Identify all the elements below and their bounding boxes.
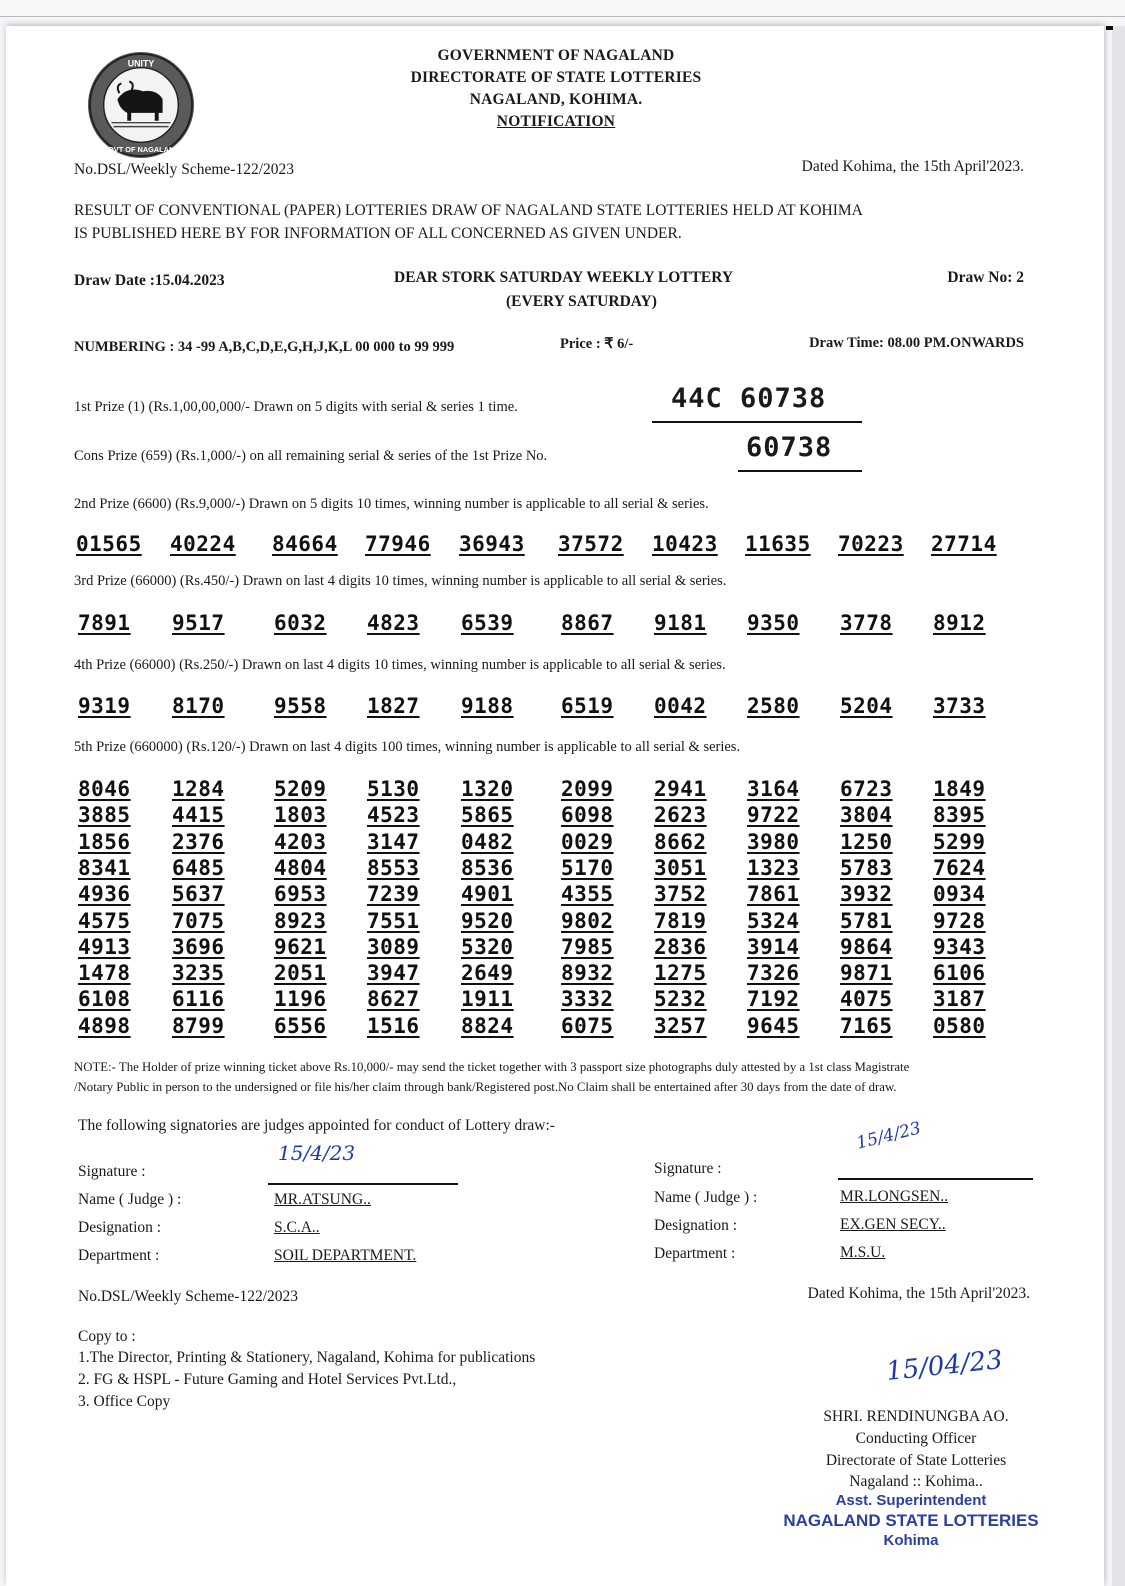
third-prize-number: 8912	[933, 611, 986, 635]
fifth-prize-number: 8824	[461, 1013, 514, 1038]
fifth-prize-number: 8395	[933, 803, 986, 828]
second-prize-number: 70223	[838, 532, 904, 556]
header-notification: NOTIFICATION	[496, 113, 616, 130]
fifth-prize-number: 3235	[172, 961, 225, 986]
fourth-prize-number: 3733	[933, 694, 986, 718]
fifth-prize-number: 7165	[840, 1013, 893, 1038]
official-stamp	[746, 1492, 1076, 1550]
second-prize-number: 37572	[558, 532, 624, 556]
fifth-prize-number: 8536	[461, 855, 514, 880]
intro-line-1: RESULT OF CONVENTIONAL (PAPER) LOTTERIES DRAW OF NAGALAND STATE LOTTERIES HELD AT KOHIMA	[74, 202, 863, 219]
third-prize-number: 4823	[367, 611, 420, 635]
fifth-prize-number: 7239	[367, 882, 420, 907]
left-department-label: Department :	[78, 1247, 160, 1264]
fifth-prize-number: 3885	[78, 803, 131, 828]
fifth-prize-number: 9645	[747, 1013, 800, 1038]
left-judge-department: SOIL DEPARTMENT.	[274, 1247, 417, 1264]
stamp-line-2: NAGALAND STATE LOTTERIES	[783, 1511, 1039, 1530]
fourth-prize-number: 1827	[367, 694, 420, 718]
footer-dated-line: Dated Kohima, the 15th April'2023.	[807, 1285, 1030, 1302]
draw-time: Draw Time: 08.00 PM.ONWARDS	[809, 335, 1024, 351]
stamp-line-1: Asst. Superintendent	[835, 1492, 987, 1509]
fifth-prize-number: 7551	[367, 908, 420, 933]
nagaland-emblem-logo-icon	[82, 50, 200, 160]
fifth-prize-number: 5209	[274, 777, 327, 801]
second-prize-number: 84664	[272, 532, 338, 556]
right-designation-label: Designation :	[654, 1217, 738, 1234]
fifth-prize-number: 1849	[933, 777, 986, 801]
fifth-prize-number: 9802	[561, 908, 614, 933]
viewer-top-bar	[0, 0, 1125, 17]
fifth-prize-number: 5130	[367, 777, 420, 801]
fifth-prize-number: 3089	[367, 934, 420, 959]
fifth-prize-number: 0029	[561, 829, 614, 854]
fifth-prize-number: 2649	[461, 961, 514, 986]
fourth-prize-description: 4th Prize (66000) (Rs.250/-) Drawn on last 4 digits 10 times, winning number is applicable to all serial & series.	[74, 657, 726, 673]
header-location: NAGALAND, KOHIMA.	[469, 91, 643, 108]
fourth-prize-number: 9319	[78, 694, 131, 718]
fifth-prize-number: 7861	[747, 882, 800, 907]
fifth-prize-number: 5170	[561, 855, 614, 880]
viewer-right-edge	[1112, 26, 1125, 1586]
fifth-prize-number: 1250	[840, 829, 893, 854]
svg-text:UNITY: UNITY	[127, 58, 155, 69]
fifth-prize-number: 8799	[172, 1013, 225, 1038]
intro-line-2: IS PUBLISHED HERE BY FOR INFORMATION OF ALL CONCERNED AS GIVEN UNDER.	[74, 225, 682, 242]
fifth-prize-number: 9520	[461, 908, 514, 933]
fifth-prize-number: 5299	[933, 829, 986, 854]
fifth-prize-number: 5865	[461, 803, 514, 828]
fifth-prize-number: 3332	[561, 987, 614, 1012]
right-signature-label: Signature :	[654, 1160, 722, 1177]
fifth-prize-number: 6723	[840, 777, 893, 801]
note-line-1: NOTE:- The Holder of prize winning ticket above Rs.10,000/- may send the ticket together with 3 passport size photographs duly attested by a 1st class Magistrate	[74, 1060, 910, 1074]
third-prize-number: 8867	[561, 611, 614, 635]
fourth-prize-number: 0042	[654, 694, 707, 718]
judges-intro: The following signatories are judges appointed for conduct of Lottery draw:-	[78, 1117, 555, 1134]
draw-number: Draw No: 2	[947, 269, 1024, 286]
stamp-line-3: Kohima	[883, 1532, 939, 1549]
fifth-prize-number: 1323	[747, 855, 800, 880]
officer-title: Conducting Officer	[855, 1430, 977, 1447]
second-prize-number: 40224	[170, 532, 236, 556]
fifth-prize-number: 6116	[172, 987, 225, 1012]
second-prize-number: 10423	[652, 532, 718, 556]
notification-document	[6, 26, 1104, 1586]
fifth-prize-number: 7819	[654, 908, 707, 933]
fifth-prize-number: 3804	[840, 803, 893, 828]
fifth-prize-number: 9722	[747, 803, 800, 828]
left-judge-name: MR.ATSUNG..	[274, 1191, 371, 1208]
header-directorate: DIRECTORATE OF STATE LOTTERIES	[410, 69, 702, 86]
fifth-prize-number: 3752	[654, 882, 707, 907]
fifth-prize-number: 7985	[561, 934, 614, 959]
fifth-prize-number: 4913	[78, 934, 131, 959]
fifth-prize-number: 0482	[461, 829, 514, 854]
header-government: GOVERNMENT OF NAGALAND	[437, 47, 675, 64]
fifth-prize-number: 6953	[274, 882, 327, 907]
fifth-prize-number: 8553	[367, 855, 420, 880]
fifth-prize-number: 6485	[172, 855, 225, 880]
fifth-prize-number: 7075	[172, 908, 225, 933]
fifth-prize-number: 7326	[747, 961, 800, 986]
fourth-prize-number: 6519	[561, 694, 614, 718]
numbering-info: NUMBERING : 34 -99 A,B,C,D,E,G,H,J,K,L 00 000 to 99 999	[74, 339, 455, 355]
fifth-prize-number: 4575	[78, 908, 131, 933]
first-prize-number: 44C 60738	[671, 383, 827, 414]
second-prize-number: 11635	[745, 532, 811, 556]
fifth-prize-number: 3914	[747, 934, 800, 959]
cons-prize-number: 60738	[746, 432, 833, 463]
left-signature-label: Signature :	[78, 1163, 146, 1180]
fifth-prize-number: 8662	[654, 829, 707, 854]
fifth-prize-number: 1196	[274, 987, 327, 1012]
fifth-prize-number: 8341	[78, 855, 131, 880]
left-designation-label: Designation :	[78, 1219, 162, 1236]
fifth-prize-number: 6556	[274, 1013, 327, 1038]
fifth-prize-number: 3947	[367, 961, 420, 986]
right-name-label: Name ( Judge ) :	[654, 1189, 758, 1206]
right-judge-signature: 15/4/23	[854, 1118, 923, 1154]
fourth-prize-number: 2580	[747, 694, 800, 718]
fifth-prize-number: 6098	[561, 803, 614, 828]
fourth-prize-number: 9188	[461, 694, 514, 718]
fifth-prize-number: 5637	[172, 882, 225, 907]
fifth-prize-number: 4203	[274, 829, 327, 854]
fifth-prize-number: 7192	[747, 987, 800, 1012]
fifth-prize-number: 1911	[461, 987, 514, 1012]
right-judge-department: M.S.U.	[840, 1244, 886, 1261]
fifth-prize-number: 6106	[933, 961, 986, 986]
fifth-prize-number: 8923	[274, 908, 327, 933]
fifth-prize-number: 4075	[840, 987, 893, 1012]
third-prize-number: 7891	[78, 611, 131, 635]
right-department-label: Department :	[654, 1245, 736, 1262]
fifth-prize-number: 4523	[367, 803, 420, 828]
fifth-prize-number: 4936	[78, 882, 131, 907]
right-judge-name: MR.LONGSEN..	[840, 1188, 949, 1205]
fifth-prize-number: 4901	[461, 882, 514, 907]
third-prize-number: 3778	[840, 611, 893, 635]
officer-signature: 15/04/23	[884, 1344, 1005, 1388]
fifth-prize-number: 2941	[654, 777, 707, 801]
footer-reference-number: No.DSL/Weekly Scheme-122/2023	[78, 1288, 299, 1305]
right-signature-line	[838, 1178, 1033, 1180]
third-prize-number: 9181	[654, 611, 707, 635]
fifth-prize-number: 5232	[654, 987, 707, 1012]
fifth-prize-number: 3147	[367, 829, 420, 854]
fifth-prize-number: 9728	[933, 908, 986, 933]
reference-number: No.DSL/Weekly Scheme-122/2023	[74, 161, 295, 178]
fifth-prize-number: 5781	[840, 908, 893, 933]
cons-prize-underline	[738, 470, 862, 472]
fifth-prize-number: 1284	[172, 777, 225, 801]
second-prize-number: 27714	[931, 532, 997, 556]
fifth-prize-number: 3051	[654, 855, 707, 880]
note-line-2: /Notary Public in person to the undersigned or file his/her claim through bank/Registered post.No Claim shall be entertained after 30 days from the date of draw.	[74, 1080, 897, 1094]
fifth-prize-number: 3187	[933, 987, 986, 1012]
officer-block	[766, 1406, 1066, 1492]
fifth-prize-number: 6075	[561, 1013, 614, 1038]
left-name-label: Name ( Judge ) :	[78, 1191, 182, 1208]
first-prize-description: 1st Prize (1) (Rs.1,00,00,000/- Drawn on 5 digits with serial & series 1 time.	[74, 399, 518, 415]
third-prize-number: 9350	[747, 611, 800, 635]
second-prize-number: 77946	[365, 532, 431, 556]
fifth-prize-number: 2376	[172, 829, 225, 854]
fifth-prize-number: 7624	[933, 855, 986, 880]
fifth-prize-number: 3257	[654, 1013, 707, 1038]
second-prize-description: 2nd Prize (6600) (Rs.9,000/-) Drawn on 5 digits 10 times, winning number is applicable to all serial & series.	[74, 496, 709, 512]
fifth-prize-number: 9621	[274, 934, 327, 959]
third-prize-number: 6539	[461, 611, 514, 635]
fifth-prize-number: 3164	[747, 777, 800, 801]
fifth-prize-number: 1478	[78, 961, 131, 986]
fifth-prize-number: 1856	[78, 829, 131, 854]
fifth-prize-number: 6108	[78, 987, 131, 1012]
dated-line: Dated Kohima, the 15th April'2023.	[801, 158, 1024, 175]
third-prize-number: 9517	[172, 611, 225, 635]
fifth-prize-number: 0934	[933, 882, 986, 907]
officer-name: SHRI. RENDINUNGBA AO.	[823, 1408, 1009, 1425]
fifth-prize-number: 2051	[274, 961, 327, 986]
fifth-prize-number: 3932	[840, 882, 893, 907]
fifth-prize-number: 8627	[367, 987, 420, 1012]
svg-text:GOVT OF NAGALAND: GOVT OF NAGALAND	[102, 145, 180, 155]
fifth-prize-description: 5th Prize (660000) (Rs.120/-) Drawn on last 4 digits 100 times, winning number is applicable to all serial & series.	[74, 739, 741, 755]
lottery-frequency: (EVERY SATURDAY)	[506, 293, 657, 310]
officer-department: Directorate of State Lotteries	[825, 1452, 1007, 1469]
fifth-prize-number: 3696	[172, 934, 225, 959]
fifth-prize-number: 3980	[747, 829, 800, 854]
first-prize-underline	[652, 421, 862, 423]
copy-to-item: 3. Office Copy	[78, 1393, 171, 1410]
fourth-prize-number: 5204	[840, 694, 893, 718]
fifth-prize-number: 4355	[561, 882, 614, 907]
fifth-prize-number: 2623	[654, 803, 707, 828]
officer-place: Nagaland :: Kohima..	[849, 1473, 983, 1490]
copy-to-item: 1.The Director, Printing & Stationery, Nagaland, Kohima for publications	[78, 1349, 536, 1366]
fifth-prize-number: 8046	[78, 777, 131, 801]
fifth-prize-number: 1320	[461, 777, 514, 801]
right-judge-designation: EX.GEN SECY..	[840, 1216, 946, 1233]
fifth-prize-number: 1803	[274, 803, 327, 828]
fourth-prize-number: 8170	[172, 694, 225, 718]
fifth-prize-number: 1516	[367, 1013, 420, 1038]
fifth-prize-number: 4804	[274, 855, 327, 880]
third-prize-description: 3rd Prize (66000) (Rs.450/-) Drawn on last 4 digits 10 times, winning number is applicable to all serial & series.	[74, 573, 727, 589]
cons-prize-description: Cons Prize (659) (Rs.1,000/-) on all remaining serial & series of the 1st Prize No.	[74, 448, 548, 464]
second-prize-number: 36943	[459, 532, 525, 556]
left-judge-signature: 15/4/23	[278, 1141, 356, 1165]
copy-to-label: Copy to :	[78, 1328, 136, 1345]
fifth-prize-number: 1275	[654, 961, 707, 986]
fifth-prize-number: 4415	[172, 803, 225, 828]
fifth-prize-number: 9871	[840, 961, 893, 986]
fifth-prize-number: 4898	[78, 1013, 131, 1038]
fifth-prize-number: 8932	[561, 961, 614, 986]
left-signature-line	[268, 1183, 458, 1185]
third-prize-number: 6032	[274, 611, 327, 635]
fifth-prize-number: 5320	[461, 934, 514, 959]
second-prize-number: 01565	[76, 532, 142, 556]
copy-to-item: 2. FG & HSPL - Future Gaming and Hotel Services Pvt.Ltd.,	[78, 1371, 457, 1388]
fifth-prize-number: 9343	[933, 934, 986, 959]
fifth-prize-number: 5783	[840, 855, 893, 880]
fifth-prize-number: 2836	[654, 934, 707, 959]
fifth-prize-number: 5324	[747, 908, 800, 933]
fifth-prize-number: 0580	[933, 1013, 986, 1038]
fifth-prize-number: 9864	[840, 934, 893, 959]
lottery-name: DEAR STORK SATURDAY WEEKLY LOTTERY	[394, 269, 734, 286]
draw-date: Draw Date :15.04.2023	[74, 272, 225, 289]
left-judge-designation: S.C.A..	[274, 1219, 320, 1236]
fourth-prize-number: 9558	[274, 694, 327, 718]
fifth-prize-number: 2099	[561, 777, 614, 801]
page-corner-mark	[1106, 26, 1113, 30]
ticket-price: Price : ₹ 6/-	[560, 336, 634, 352]
